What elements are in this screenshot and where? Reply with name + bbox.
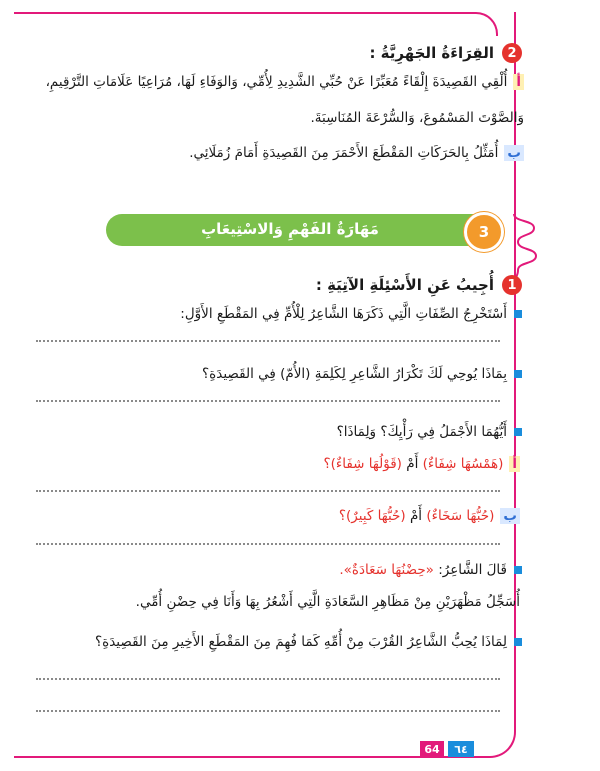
question-4-line-2: أُسَجِّلُ مَظْهَرَيْنِ مِنْ مَظَاهِرِ السَّعَادَةِ الَّتِي أَشْعُرُ بِهَا وَأَنَا فِي حِضْنِ أُمِّي.	[135, 594, 520, 610]
item-b-line	[189, 145, 524, 161]
option-a-mid: أَمْ	[406, 456, 419, 472]
option-a-letter: أ	[509, 456, 520, 472]
skill-banner-title: مَهَارَةُ الفَهْمِ وَالاسْتِيعَابِ	[201, 220, 379, 238]
question-4	[339, 562, 522, 578]
square-bullet-icon	[514, 370, 522, 378]
question-1	[180, 306, 522, 322]
question-2	[202, 366, 522, 382]
answer-line-5a[interactable]	[36, 678, 500, 680]
answer-line-1[interactable]	[36, 340, 500, 342]
questions-number-badge: 1	[502, 275, 522, 295]
frame-wave-decoration	[512, 214, 548, 284]
question-3-text: أَيُّهُمَا الأَجْمَلُ فِي رَأْيِكَ؟ وَلِمَاذَا؟	[336, 424, 507, 440]
page-number-latin: 64	[420, 741, 444, 757]
answer-line-3a[interactable]	[36, 490, 500, 492]
skill-banner-number: 3	[464, 212, 504, 252]
option-b-red-2: (حُبُّهَا كَبِيرٌ)؟	[338, 508, 406, 524]
item-a-line-2: وَالصَّوْتَ المَسْمُوعَ، وَالسُّرْعَةَ المُنَاسِبَةَ.	[310, 110, 524, 126]
question-5-text: لِمَاذَا يُحِبُّ الشَّاعِرُ القُرْبَ مِنْ أُمِّهِ كَمَا فُهِمَ مِنَ المَقْطَعِ الأَخِيرِ مِنَ القَصِيدَةِ؟	[94, 634, 507, 650]
square-bullet-icon	[514, 566, 522, 574]
question-3-option-b	[339, 508, 520, 524]
question-2-text: بِمَاذَا يُوحِي لَكَ تَكْرَارُ الشَّاعِرِ لِكَلِمَةِ (الأُمّ) فِي القَصِيدَةِ؟	[202, 366, 507, 382]
item-a-line-1	[46, 74, 524, 90]
questions-title: أُجِيبُ عَنِ الأَسْئِلَةِ الآتِيَةِ :	[315, 276, 494, 294]
item-a-text-1: أُلْقِي القَصِيدَةَ إِلْقَاءً مُعَبِّرًا عَنْ حُبِّي الشَّدِيدِ لِأُمِّي، وَالوَفَاءِ لَهَا، مُرَاعِيًا عَلَامَاتِ التَّرْقِيمِ،	[45, 74, 508, 90]
square-bullet-icon	[514, 310, 522, 318]
option-b-mid: أَمْ	[409, 508, 423, 524]
square-bullet-icon	[514, 428, 522, 436]
question-3-option-a	[323, 456, 520, 472]
option-b-letter: ب	[500, 508, 520, 524]
answer-line-3b[interactable]	[36, 543, 500, 545]
section-2-number-badge: 2	[502, 43, 522, 63]
question-1-text: أَسْتَخْرِجُ الصِّفَاتِ الَّتِي ذَكَرَهَا الشَّاعِرُ لِلْأُمِّ فِي المَقْطَعِ الأَوَّلِ:	[180, 306, 507, 322]
question-4-quote: «حِضْنُهَا سَعَادَةٌ».	[339, 562, 434, 578]
item-b-letter: ب	[504, 145, 524, 161]
section-2-title: القِرَاءَةُ الجَهْرِيَّةُ :	[369, 44, 494, 62]
answer-line-2[interactable]	[36, 400, 500, 402]
item-b-text: أُمَثِّلُ بِالحَرَكَاتِ المَقْطَعَ الأَحْمَرَ مِنَ القَصِيدَةِ أَمَامَ زُمَلَائِي.	[189, 145, 499, 161]
option-a-red-1: (هَمْسُهَا شِفَاءٌ)	[422, 456, 504, 472]
square-bullet-icon	[514, 638, 522, 646]
question-3	[337, 424, 522, 440]
question-5	[95, 634, 522, 650]
option-a-red-2: (قَوْلُهَا شِفَاءٌ)؟	[323, 456, 402, 472]
item-a-letter: أ	[513, 74, 524, 90]
option-b-red-1: (حُبُّهَا سَخَاءٌ)	[426, 508, 495, 524]
page-number-arabic: ٦٤	[448, 741, 474, 757]
answer-line-5b[interactable]	[36, 710, 500, 712]
question-4-intro: قَالَ الشَّاعِرُ:	[438, 562, 507, 578]
